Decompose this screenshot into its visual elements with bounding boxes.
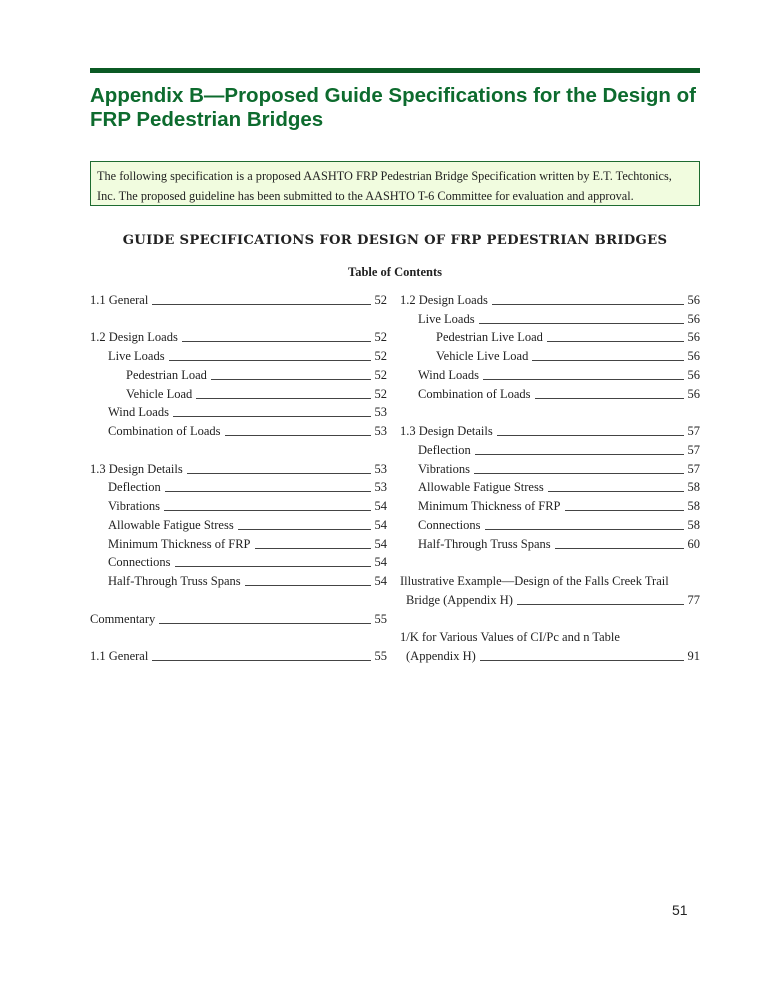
toc-entry[interactable] (90, 608, 387, 627)
toc-entry-label: Wind Loads (108, 405, 169, 420)
toc-left-column (90, 289, 387, 664)
toc-entry-page: 53 (374, 480, 387, 495)
toc-leader-line (483, 379, 684, 380)
toc-leader-line (547, 341, 684, 342)
toc-entry-label: Half-Through Truss Spans (108, 574, 241, 588)
toc-leader-line (255, 548, 371, 549)
toc-leader-line (245, 585, 371, 586)
toc-entry[interactable] (400, 645, 700, 664)
toc-entry-page: 54 (374, 574, 387, 588)
toc-entry-page: 56 (687, 386, 700, 401)
toc-entry-label: Illustrative Example—Design of the Falls Creek Trail (400, 574, 669, 588)
toc-entry-label: Connections (108, 555, 171, 570)
toc-entry-page: 57 (687, 461, 700, 476)
toc-leader-line (173, 416, 371, 417)
toc-entry[interactable] (90, 289, 387, 308)
toc-entry[interactable] (90, 570, 387, 589)
toc-entry-page: 55 (374, 649, 387, 663)
toc-leader-line (485, 529, 684, 530)
toc-entry-label: 1/K for Various Values of CI/Pc and n Table (400, 630, 620, 645)
toc-entry-label: Allowable Fatigue Stress (418, 480, 544, 495)
toc-leader-line (165, 491, 371, 492)
toc-leader-line (535, 398, 684, 399)
toc-entry-label: Connections (418, 517, 481, 532)
toc-leader-line (211, 379, 371, 380)
toc-entry[interactable] (400, 420, 700, 439)
toc-entry-label: Minimum Thickness of FRP (108, 536, 251, 551)
toc-entry[interactable] (90, 420, 387, 439)
toc-entry-label: Wind Loads (418, 367, 479, 382)
intro-note-box: The following specification is a proposed AASHTO FRP Pedestrian Bridge Specification written by E.T. Techtonics, Inc. The proposed guideline has been submitted to the AASHTO T-6 Committee for evaluation and approval. (90, 161, 700, 206)
toc-entry[interactable] (90, 514, 387, 533)
toc-entry-page: 58 (687, 517, 700, 532)
toc-leader-line (152, 660, 370, 661)
toc-entry[interactable] (400, 495, 700, 514)
toc-entry-label: Live Loads (418, 311, 475, 326)
section-heading: GUIDE SPECIFICATIONS FOR DESIGN OF FRP PEDESTRIAN BRIDGES (122, 233, 668, 248)
toc-entry-label: Live Loads (108, 349, 165, 363)
toc-entry[interactable] (400, 345, 700, 364)
toc-entry-page: 53 (374, 424, 387, 438)
toc-entry-label: Deflection (418, 442, 471, 457)
toc-spacer (400, 608, 700, 627)
toc-entry-label: Half-Through Truss Spans (418, 536, 551, 551)
toc-spacer (400, 402, 700, 421)
toc-spacer (400, 552, 700, 571)
toc-entry-label: 1.2 Design Loads (90, 330, 178, 345)
toc-entry-label: 1.1 General (90, 649, 149, 663)
toc-entry[interactable] (90, 477, 387, 496)
toc-spacer (90, 589, 387, 608)
toc-entry-label: Allowable Fatigue Stress (108, 517, 234, 532)
toc-leader-line (555, 548, 684, 549)
toc-entry[interactable] (90, 552, 387, 571)
toc-leader-line (479, 323, 684, 324)
toc-spacer (90, 308, 387, 327)
toc-entry-page: 56 (687, 349, 700, 363)
toc-entry-page: 52 (374, 292, 387, 307)
toc-entry-page: 58 (687, 499, 700, 513)
toc-leader-line (532, 360, 683, 361)
toc-leader-line (474, 473, 683, 474)
toc-entry[interactable] (400, 327, 700, 346)
toc-leader-line (196, 398, 370, 399)
toc-entry[interactable] (400, 289, 700, 308)
toc-entry-label: Pedestrian Live Load (436, 330, 543, 345)
toc-entry-label: Vibrations (108, 499, 161, 513)
toc-entry-label: Commentary (90, 611, 156, 626)
toc-entry-page: 57 (687, 424, 700, 438)
toc-entry-label: Vibrations (418, 461, 471, 476)
toc-entry-label: Combination of Loads (418, 386, 531, 401)
toc-entry[interactable] (400, 589, 700, 608)
toc-leader-line (497, 435, 684, 436)
toc-leader-line (175, 566, 371, 567)
toc-leader-line (159, 623, 370, 624)
toc-entry[interactable] (400, 439, 700, 458)
toc-entry-page: 52 (374, 349, 387, 363)
toc-entry-page: 60 (687, 536, 700, 551)
toc-entry-page: 58 (687, 480, 700, 495)
toc-entry[interactable] (90, 458, 387, 477)
toc-entry[interactable] (400, 627, 700, 646)
toc-entry[interactable] (400, 533, 700, 552)
toc-leader-line (182, 341, 371, 342)
page-number: 51 (672, 902, 688, 918)
appendix-title: Appendix B—Proposed Guide Specifications for the Design of FRP Pedestrian Bridges (90, 84, 696, 131)
toc-entry-label: 1.2 Design Loads (400, 292, 488, 307)
toc-entry-label: 1.3 Design Details (400, 424, 493, 438)
toc-entry[interactable] (400, 364, 700, 383)
toc-entry[interactable] (90, 533, 387, 552)
toc-entry[interactable] (400, 570, 700, 589)
toc-entry-label: 1.1 General (90, 292, 149, 307)
toc-right-column (400, 289, 700, 664)
toc-entry-label: Minimum Thickness of FRP (418, 499, 561, 513)
toc-entry-page: 91 (687, 649, 700, 663)
toc-leader-line (480, 660, 684, 661)
toc-heading: Table of Contents (348, 265, 442, 279)
toc-leader-line (475, 454, 684, 455)
toc-entry[interactable] (400, 514, 700, 533)
toc-entry-label: Vehicle Load (126, 386, 193, 401)
header-rule (90, 68, 700, 73)
toc-entry-page: 52 (374, 367, 387, 382)
toc-entry-page: 56 (687, 330, 700, 345)
toc-entry-page: 54 (374, 499, 387, 513)
toc-leader-line (187, 473, 371, 474)
toc-entry-label: Deflection (108, 480, 161, 495)
toc-entry-label: Combination of Loads (108, 424, 221, 438)
toc-leader-line (164, 510, 370, 511)
toc-entry-label: Vehicle Live Load (436, 349, 529, 363)
toc-leader-line (238, 529, 371, 530)
toc-entry-page: 56 (687, 367, 700, 382)
toc-entry-page: 54 (374, 555, 387, 570)
toc-entry-label: Bridge (Appendix H) (406, 592, 513, 607)
toc-entry[interactable] (400, 383, 700, 402)
toc-entry[interactable] (400, 458, 700, 477)
toc-spacer (90, 439, 387, 458)
toc-entry-label: 1.3 Design Details (90, 461, 183, 476)
toc-entry-page: 55 (374, 611, 387, 626)
toc-leader-line (565, 510, 684, 511)
toc-entry[interactable] (90, 364, 387, 383)
toc-entry-page: 56 (687, 311, 700, 326)
toc-entry[interactable] (90, 402, 387, 421)
toc-entry-page: 53 (374, 405, 387, 420)
toc-entry-page: 52 (374, 386, 387, 401)
toc-leader-line (548, 491, 684, 492)
toc-leader-line (492, 304, 684, 305)
toc-entry-page: 57 (687, 442, 700, 457)
toc-entry[interactable] (90, 495, 387, 514)
toc-entry[interactable] (90, 645, 387, 664)
toc-entry-label: Pedestrian Load (126, 367, 207, 382)
toc-leader-line (225, 435, 371, 436)
toc-entry[interactable] (90, 383, 387, 402)
toc-entry-page: 53 (374, 461, 387, 476)
toc-entry-page: 52 (374, 330, 387, 345)
toc-entry-page: 56 (687, 292, 700, 307)
toc-leader-line (169, 360, 371, 361)
toc-entry[interactable] (90, 345, 387, 364)
toc-entry-page: 54 (374, 536, 387, 551)
toc-entry[interactable] (400, 308, 700, 327)
toc-leader-line (152, 304, 370, 305)
toc-spacer (90, 627, 387, 646)
toc-entry-page: 54 (374, 517, 387, 532)
toc-entry-page: 77 (687, 592, 700, 607)
toc-leader-line (517, 604, 684, 605)
toc-entry-label: (Appendix H) (406, 649, 476, 663)
toc-entry[interactable] (400, 477, 700, 496)
toc-entry[interactable] (90, 327, 387, 346)
